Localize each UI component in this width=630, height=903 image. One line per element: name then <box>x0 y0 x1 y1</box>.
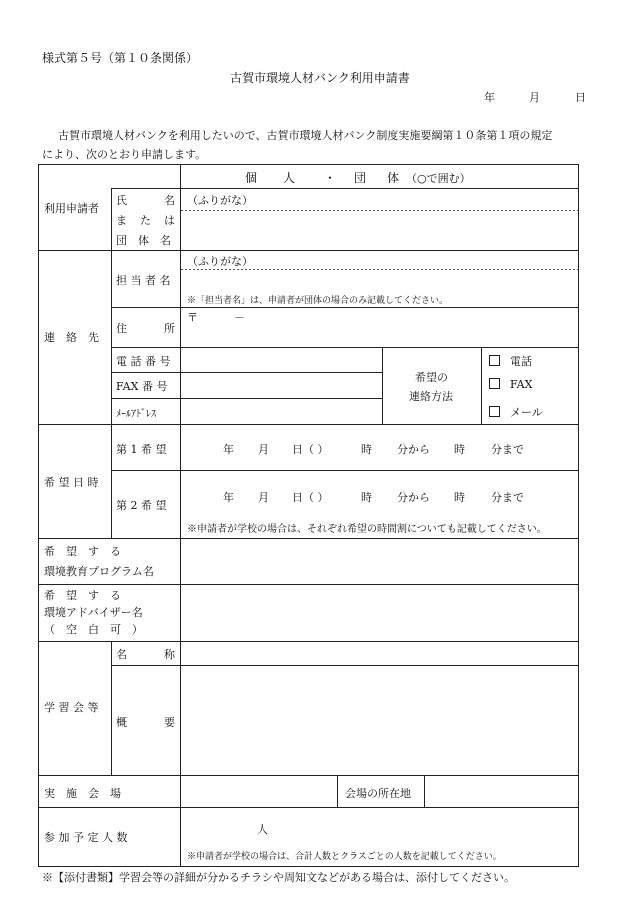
date-day: 日 <box>575 91 586 104</box>
venue-field[interactable] <box>183 778 334 804</box>
phone-field[interactable] <box>183 350 379 370</box>
or-label-2: た <box>140 214 151 227</box>
venue-location-field[interactable] <box>427 778 575 804</box>
applicant-name-field[interactable] <box>185 212 575 248</box>
method-label-2: 連絡方法 <box>409 390 453 403</box>
checkbox-icon <box>489 355 500 366</box>
name-label-1: 氏 <box>116 194 127 207</box>
second-year: 年 <box>223 491 234 504</box>
study-name-label-1: 名 <box>116 648 127 661</box>
phone-label: 電 話 番 号 <box>116 355 171 368</box>
type-note: （○で囲む） <box>406 172 471 185</box>
schedule-note: ※申請者が学校の場合は、それぞれ希望の時間割についても記載してください。 <box>187 524 547 535</box>
study-summary-label-2: 要 <box>164 716 175 729</box>
or-label-1: ま <box>116 214 127 227</box>
method-label-1: 希望の <box>415 371 448 384</box>
participants-field[interactable] <box>185 812 255 836</box>
contact-label: 連 絡 先 <box>44 331 99 344</box>
checkbox-icon <box>489 378 500 389</box>
person-name-field[interactable] <box>185 271 575 289</box>
person-note: ※「担当者名」は、申請者が団体の場合のみ記載してください。 <box>187 296 449 306</box>
first-year: 年 <box>223 443 234 456</box>
first-choice-label: 第 1 希 望 <box>116 443 167 456</box>
postal-dash: － <box>234 311 245 324</box>
method-option-phone[interactable]: 電話 <box>489 353 532 369</box>
fax-field[interactable] <box>183 375 379 395</box>
first-from: 分から <box>397 443 430 456</box>
participants-label: 参 加 予 定 人 数 <box>44 831 128 844</box>
first-hour: 時 <box>361 443 372 456</box>
venue-label: 実 施 会 場 <box>44 787 121 800</box>
type-person: 人 <box>283 171 296 185</box>
attachment-note: ※【添付書類】学習会等の詳細が分かるチラシや周知文などがある場合は、添付してください。 <box>42 871 515 884</box>
study-name-label-2: 称 <box>164 648 175 661</box>
intro-line-2: により、次のとおり申請します。 <box>42 148 207 161</box>
type-body: 体 <box>387 171 400 185</box>
applicant-label: 利用申請者 <box>44 202 99 215</box>
checkbox-icon <box>489 406 500 417</box>
type-individual: 個 <box>245 171 258 185</box>
address-field[interactable] <box>185 325 575 345</box>
address-label-1: 住 <box>116 322 127 335</box>
person-furigana: （ふりがな） <box>187 255 253 268</box>
applicant-furigana: （ふりがな） <box>187 194 253 207</box>
second-from: 分から <box>397 491 430 504</box>
name-label-2: 名 <box>164 194 175 207</box>
second-day: 日（ ） <box>292 491 329 504</box>
participants-note: ※申請者が学校の場合は、合計人数とクラスごとの人数を記載してください。 <box>187 852 502 862</box>
advisor-label-2: 環境アドバイザー名 <box>44 606 143 619</box>
date-month: 月 <box>529 91 540 104</box>
email-label: ﾒｰﾙｱﾄﾞﾚｽ <box>116 409 156 420</box>
advisor-label-1: 希 望 す る <box>44 589 121 602</box>
program-label-1: 希 望 す る <box>44 545 121 558</box>
address-label-2: 所 <box>164 322 175 335</box>
form-id: 様式第５号（第１０条関係） <box>42 51 199 65</box>
method-option-fax[interactable]: FAX <box>489 378 532 391</box>
group-name-label: 団 体 名 <box>116 234 171 247</box>
type-dot: ・ <box>324 171 337 185</box>
form-title: 古賀市環境人材バンク利用申請書 <box>230 71 410 85</box>
study-label: 学 習 会 等 <box>44 701 99 714</box>
study-summary-field[interactable] <box>185 668 575 772</box>
second-choice-label: 第 2 希 望 <box>116 499 167 512</box>
first-day: 日（ ） <box>292 443 329 456</box>
venue-location-label: 会場の所在地 <box>345 787 411 800</box>
participants-unit: 人 <box>257 823 268 836</box>
or-label-3: は <box>164 214 175 227</box>
email-field[interactable] <box>183 401 379 421</box>
postal-mark: 〒 <box>187 311 198 324</box>
intro-line-1: 古賀市環境人材バンクを利用したいので、古賀市環境人材バンク制度実施要綱第１０条第１項の規定 <box>58 129 553 142</box>
first-month: 月 <box>258 443 269 456</box>
method-option-email[interactable]: メール <box>489 404 543 420</box>
date-year: 年 <box>484 91 495 104</box>
advisor-label-3: （ 空 白 可 ） <box>44 623 143 636</box>
first-hour-2: 時 <box>454 443 465 456</box>
study-summary-label-1: 概 <box>116 716 127 729</box>
second-hour: 時 <box>361 491 372 504</box>
second-until: 分まで <box>491 491 524 504</box>
second-hour-2: 時 <box>454 491 465 504</box>
first-until: 分まで <box>491 443 524 456</box>
type-group: 団 <box>354 171 367 185</box>
person-label: 担 当 者 名 <box>116 274 171 287</box>
fax-label: FAX 番 号 <box>116 380 168 393</box>
second-month: 月 <box>258 491 269 504</box>
advisor-name-field[interactable] <box>185 587 575 638</box>
program-label-2: 環境教育プログラム名 <box>44 565 154 578</box>
schedule-label: 希 望 日 時 <box>44 476 99 489</box>
study-name-field[interactable] <box>185 644 575 663</box>
program-name-field[interactable] <box>185 541 575 581</box>
